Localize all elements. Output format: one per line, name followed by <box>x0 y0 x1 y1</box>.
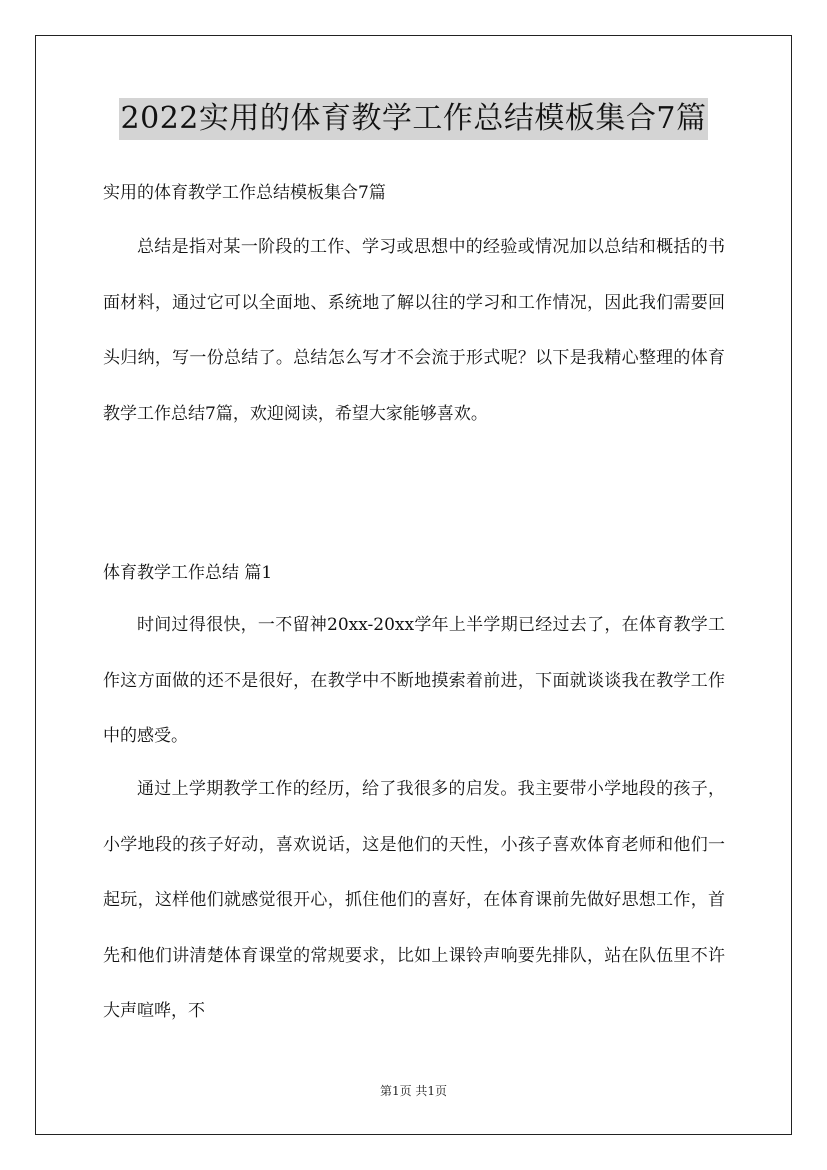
document-subtitle: 实用的体育教学工作总结模板集合7篇 <box>103 183 386 203</box>
intro-paragraph: 总结是指对某一阶段的工作、学习或思想中的经验或情况加以总结和概括的书面材料，通过它可以全面地、系统地了解以往的学习和工作情况，因此我们需要回头归纳，写一份总结了。总结怎么写才不会流于形式呢？以下是我精心整理的体育教学工作总结7篇，欢迎阅读，希望大家能够喜欢。 <box>103 237 725 424</box>
document-title: 2022实用的体育教学工作总结模板集合7篇 <box>119 98 709 140</box>
body-paragraph-1: 时间过得很快，一不留神20xx-20xx学年上半学期已经过去了，在体育教学工作这方面做的还不是很好，在教学中不断地摸索着前进，下面就谈谈我在教学工作中的感受。 <box>103 615 725 746</box>
page-footer: 第1页 共1页 <box>379 1084 448 1098</box>
section-heading: 体育教学工作总结 篇1 <box>103 563 273 583</box>
title-container <box>0 98 827 140</box>
body-paragraph-2: 通过上学期教学工作的经历，给了我很多的启发。我主要带小学地段的孩子，小学地段的孩子好动，喜欢说话，这是他们的天性，小孩子喜欢体育老师和他们一起玩，这样他们就感觉很开心，抓住他们的喜好，在体育课前先做好思想工作，首先和他们讲清楚体育课堂的常规要求，比如上课铃声响要先排队，站在队伍里不许大声喧哗，不 <box>103 779 725 1021</box>
